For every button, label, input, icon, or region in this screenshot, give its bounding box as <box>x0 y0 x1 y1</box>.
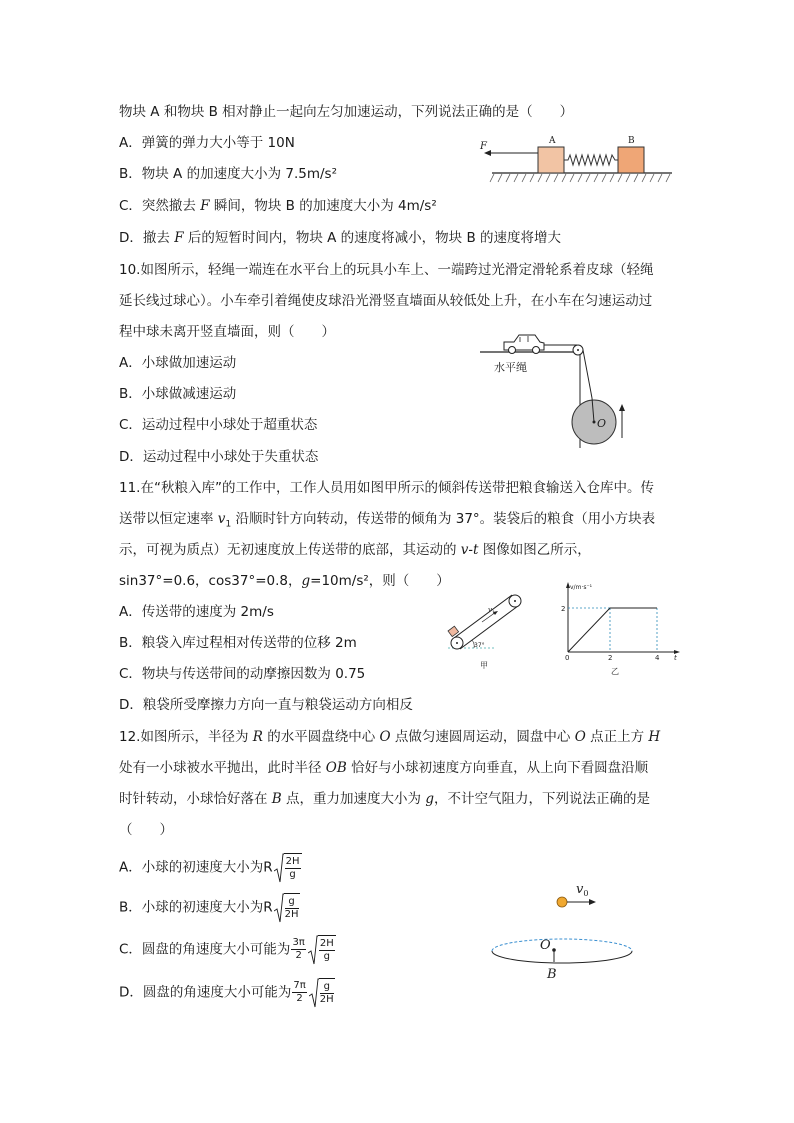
q10-option-b: B．小球做减速运动 <box>119 386 237 402</box>
q10-option-d: D．运动过程中小球处于失重状态 <box>119 449 319 465</box>
toy-car <box>504 335 544 354</box>
svg-text:2: 2 <box>608 654 613 662</box>
svg-text:A: A <box>549 136 556 146</box>
svg-text:甲: 甲 <box>480 661 488 670</box>
svg-text:乙: 乙 <box>611 667 619 676</box>
svg-text:37°: 37° <box>474 642 485 649</box>
svg-text:O: O <box>597 417 607 430</box>
grain-bag <box>448 626 459 636</box>
q12-stem-line3: 时针转动，小球恰好落在 B 点，重力加速度大小为 g，不计空气阻力，下列说法正确的是 <box>119 791 650 807</box>
q11-option-c: C．物块与传送带间的动摩擦因数为 0.75 <box>119 666 366 682</box>
block-b <box>618 147 644 173</box>
q9-stem: 物块 A 和物块 B 相对静止一起向左匀加速运动，下列说法正确的是（ ） <box>119 104 574 120</box>
svg-text:2: 2 <box>561 605 566 613</box>
q9-option-b: B．物块 A 的加速度大小为 7.5m/s² <box>119 166 337 182</box>
q12-stem-line2: 处有一小球被水平抛出，此时半径 OB 恰好与小球初速度方向垂直，从上向下看圆盘沿顺 <box>119 760 649 776</box>
q12-option-a: A．小球的初速度大小为R $\frac{2H}{g}$ <box>119 853 302 882</box>
q11-option-a: A．传送带的速度为 2m/s <box>119 604 274 620</box>
vt-line <box>568 608 657 652</box>
q9-option-a: A．弹簧的弹力大小等于 10N <box>119 135 295 151</box>
svg-text:t: t <box>674 654 677 662</box>
svg-text:O: O <box>540 938 551 953</box>
svg-text:水平绳: 水平绳 <box>494 361 527 374</box>
q12-stem-line4: （ ） <box>119 822 173 838</box>
q12-option-d: D．圆盘的角速度大小可能为 $\frac{7\pi}{2}$ $\frac{g}{2H}$ <box>119 978 335 1007</box>
q9-spring-blocks-figure <box>476 132 676 186</box>
svg-text:v/m·s⁻¹: v/m·s⁻¹ <box>570 584 593 591</box>
svg-text:F: F <box>480 141 487 152</box>
block-a <box>538 147 564 173</box>
q10-option-a: A．小球做加速运动 <box>119 355 237 371</box>
q11-vt-graph <box>556 580 684 680</box>
q10-stem-line3: 程中球未离开竖直墙面，则（ ） <box>119 324 335 340</box>
svg-text:B: B <box>628 136 635 146</box>
q12-stem-line1: 12.如图所示，半径为 R 的水平圆盘绕中心 O 点做匀速圆周运动，圆盘中心 O 点正上方 H <box>119 729 661 745</box>
q11-stem-line2: 送带以恒定速率 $v_1$ 沿顺时针方向转动，传送带的倾角为 37°。装袋后的粮食（用小方块表 <box>119 511 656 530</box>
q10-stem-line1: 10.如图所示，轻绳一端连在水平台上的玩具小车上、一端跨过光滑定滑轮系着皮球（轻绳 <box>119 262 654 278</box>
svg-text:0: 0 <box>565 654 570 662</box>
svg-text:v0: $v_0$ <box>576 882 589 898</box>
q11-option-b: B．粮袋入库过程相对传送带的位移 2m <box>119 635 357 651</box>
q11-stem-line1: 11.在“秋粮入库”的工作中，工作人员用如图甲所示的倾斜传送带把粮食输送入仓库中。传 <box>119 480 654 496</box>
q12-option-b: B．小球的初速度大小为R $\frac{g}{2H}$ <box>119 893 300 922</box>
q11-option-d: D．粮袋所受摩擦力方向一直与粮袋运动方向相反 <box>119 697 413 713</box>
svg-text:v1: $v_1$ <box>488 606 496 616</box>
q10-stem-line2: 延长线过球心）。小车牵引着绳使皮球沿光滑竖直墙面从较低处上升，在小车在匀速运动过 <box>119 293 653 309</box>
q11-stem-line3: 示，可视为质点）无初速度放上传送带的底部，其运动的 v-t 图像如图乙所示， <box>119 542 591 558</box>
svg-text:4: 4 <box>655 654 660 662</box>
q9-option-d: D．撤去 F 后的短暂时间内，物块 A 的速度将减小，物块 B 的速度将增大 <box>119 230 562 246</box>
q10-option-c: C．运动过程中小球处于超重状态 <box>119 417 318 433</box>
svg-text:B: B <box>547 967 557 982</box>
spring <box>564 155 618 165</box>
q12-disk-figure <box>486 876 636 986</box>
q10-car-pulley-figure <box>480 326 630 450</box>
q12-option-c: C．圆盘的角速度大小可能为 $\frac{3\pi}{2}$ $\frac{2H}{g}$ <box>119 935 336 964</box>
projectile-ball <box>557 897 567 907</box>
q11-stem-line4: sin37°=0.6，cos37°=0.8，g=10m/s²，则（ ） <box>119 573 450 589</box>
q9-option-c: C．突然撤去 F 瞬间，物块 B 的加速度大小为 4m/s² <box>119 198 437 214</box>
q11-conveyor-figure <box>444 590 534 672</box>
